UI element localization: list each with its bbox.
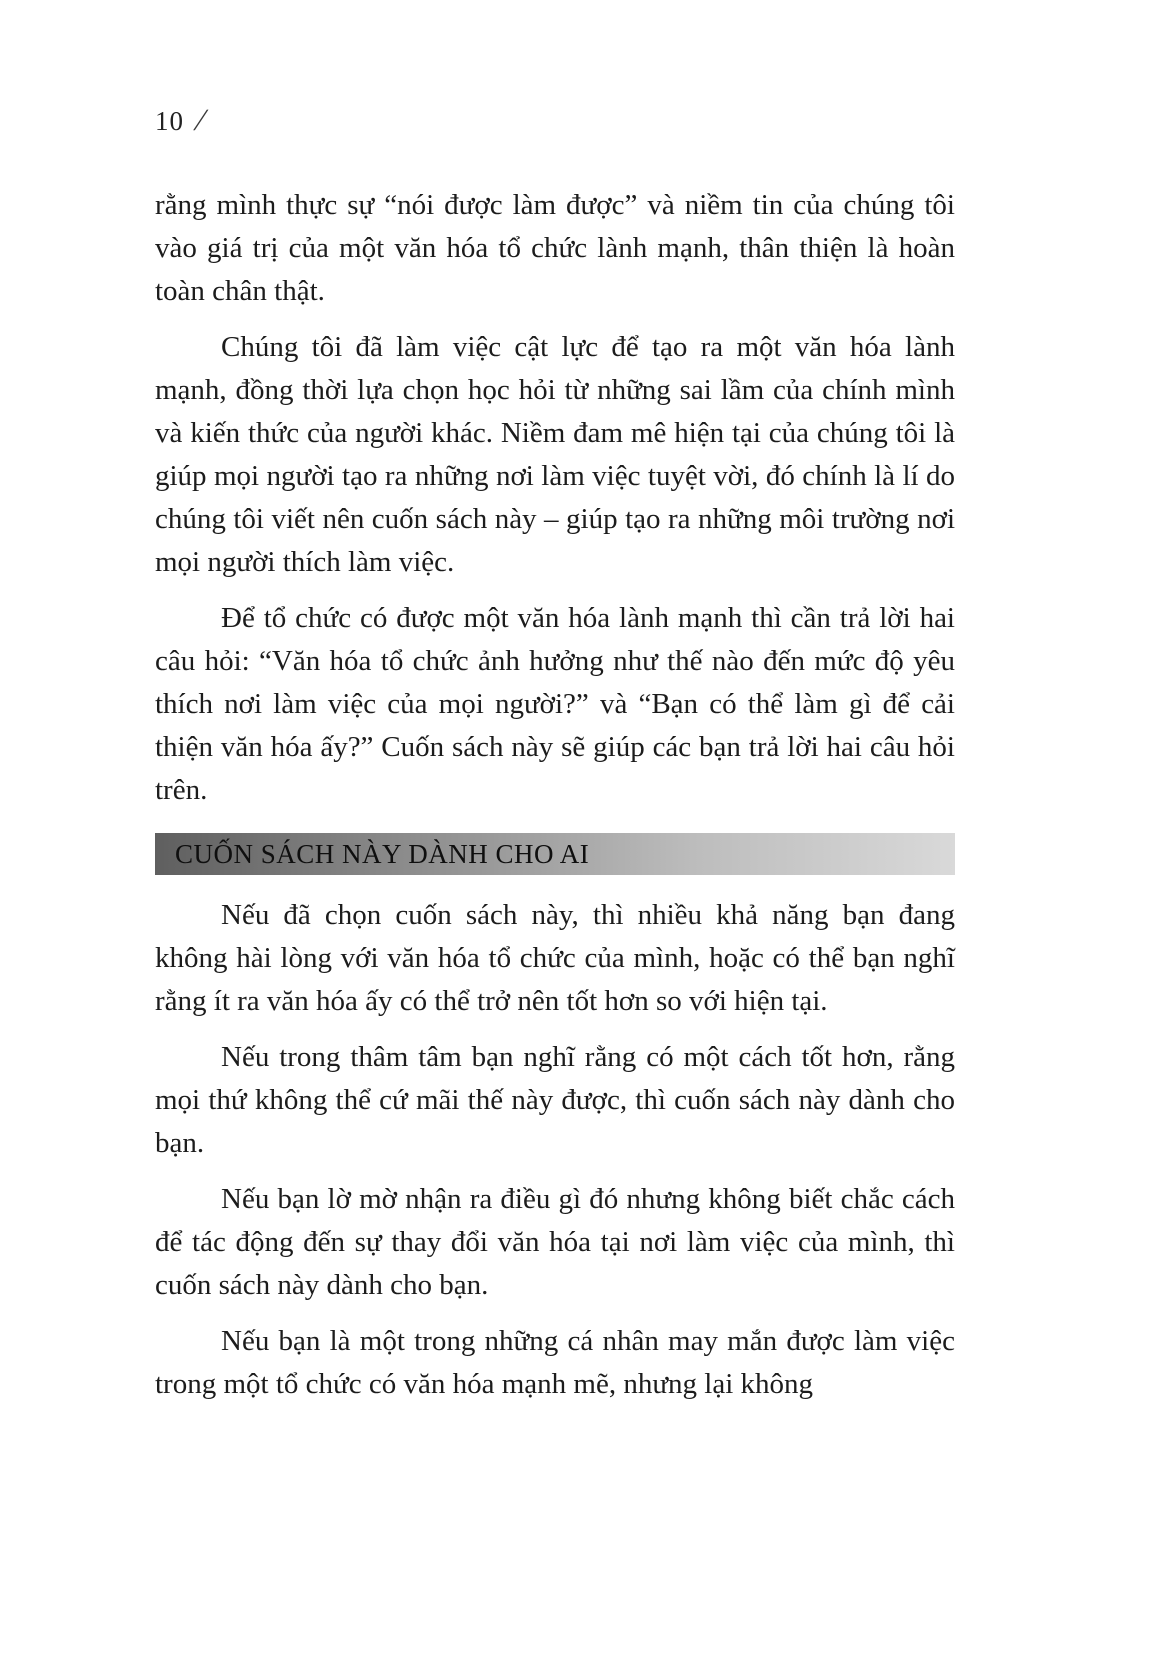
paragraph: Để tổ chức có được một văn hóa lành mạnh thì cần trả lời hai câu hỏi: “Văn hóa tổ chức ảnh hưởng như thế nào đến mức độ yêu thích nơi làm việc của mọi người?” và “Bạn có thể làm gì để cải thiện văn hóa ấy?” Cuốn sách này sẽ giúp các bạn trả lời hai câu hỏi trên. (155, 602, 955, 806)
paragraph-continuation: rằng mình thực sự “nói được làm được” và niềm tin của chúng tôi vào giá trị của một văn hóa tổ chức lành mạnh, thân thiện là hoàn toàn chân thật. (155, 189, 955, 307)
section-heading-bar (155, 833, 955, 875)
paragraph: Nếu đã chọn cuốn sách này, thì nhiều khả năng bạn đang không hài lòng với văn hóa tổ chức của mình, hoặc có thể bạn nghĩ rằng ít ra văn hóa ấy có thể trở nên tốt hơn so với hiện tại. (155, 899, 955, 1017)
paragraph: Nếu bạn là một trong những cá nhân may mắn được làm việc trong một tổ chức có văn hóa mạnh mẽ, nhưng lại không (155, 1325, 955, 1400)
page-number: 10 (155, 106, 184, 136)
page-header (155, 102, 955, 138)
section-heading: CUỐN SÁCH NÀY DÀNH CHO AI (175, 838, 590, 869)
paragraph: Nếu bạn lờ mờ nhận ra điều gì đó nhưng không biết chắc cách để tác động đến sự thay đổi văn hóa tại nơi làm việc của mình, thì cuốn sách này dành cho bạn. (155, 1183, 955, 1301)
page-number-slash-mark: / (193, 102, 208, 137)
paragraph: Chúng tôi đã làm việc cật lực để tạo ra một văn hóa lành mạnh, đồng thời lựa chọn học hỏi từ những sai lầm của chính mình và kiến thức của người khác. Niềm đam mê hiện tại của chúng tôi là giúp mọi người tạo ra những nơi làm việc tuyệt vời, đó chính là lí do chúng tôi viết nên cuốn sách này – giúp tạo ra những môi trường nơi mọi người thích làm việc. (155, 331, 955, 578)
paragraph: Nếu trong thâm tâm bạn nghĩ rằng có một cách tốt hơn, rằng mọi thứ không thể cứ mãi thế này được, thì cuốn sách này dành cho bạn. (155, 1041, 955, 1159)
page-body (155, 184, 955, 1406)
